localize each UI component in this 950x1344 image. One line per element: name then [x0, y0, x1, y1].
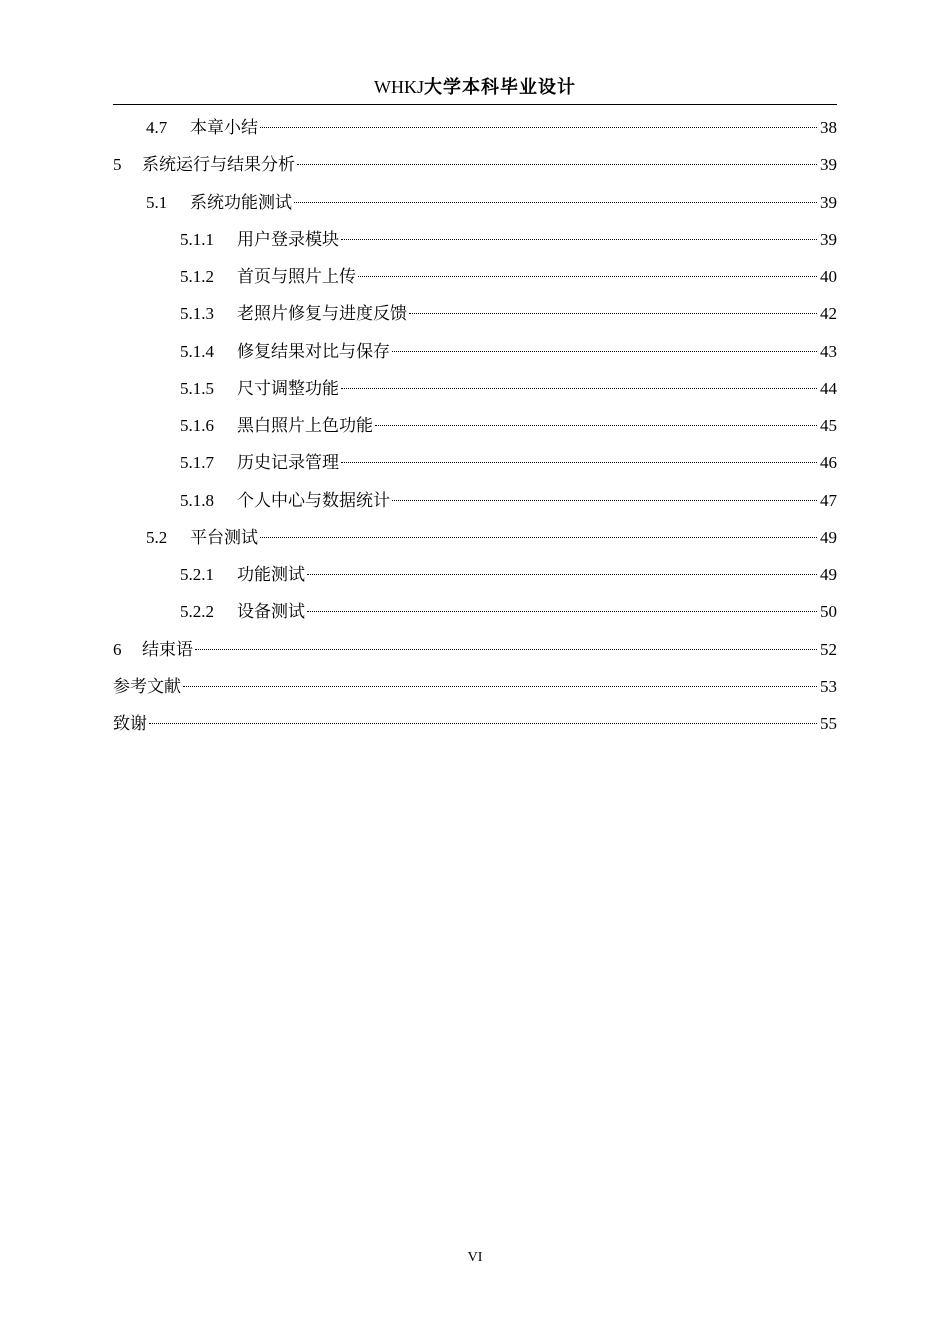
toc-dot-leader — [183, 686, 817, 687]
toc-entry-page: 45 — [820, 416, 837, 435]
toc-entry[interactable] — [113, 593, 837, 630]
toc-dot-leader — [358, 276, 817, 277]
toc-entry-page: 55 — [820, 714, 837, 733]
header-cjk-text: 大学本科毕业设计 — [424, 77, 576, 98]
toc-entry-page: 39 — [820, 192, 837, 212]
page-number: VI — [467, 1250, 483, 1265]
toc-entry-number: 5.1.2 — [180, 267, 214, 286]
toc-entry[interactable] — [113, 668, 837, 705]
toc-entry-title: 系统功能测试 — [190, 192, 292, 213]
toc-entry-title: 系统运行与结果分析 — [142, 155, 295, 176]
toc-entry-number: 5.2 — [146, 527, 168, 547]
toc-entry[interactable] — [113, 444, 837, 481]
toc-entry-title: 老照片修复与进度反馈 — [237, 304, 407, 325]
toc-entry-page: 42 — [820, 304, 837, 324]
toc-dot-leader — [307, 574, 817, 575]
toc-entry-number: 5 — [113, 155, 122, 175]
toc-dot-leader — [341, 388, 817, 389]
toc-dot-leader — [375, 425, 817, 426]
toc-entry-title: 历史记录管理 — [237, 453, 339, 474]
toc-entry[interactable] — [113, 109, 837, 146]
page-header — [0, 73, 950, 102]
toc-entry-number: 5.1.4 — [180, 341, 214, 361]
toc-entry-title: 修复结果对比与保存 — [237, 341, 390, 362]
toc-dot-leader — [307, 611, 817, 612]
toc-entry-number: 5.1.3 — [180, 304, 214, 324]
toc-entry-title: 功能测试 — [237, 565, 305, 585]
header-divider — [113, 104, 837, 105]
toc-dot-leader — [409, 313, 817, 314]
toc-dot-leader — [297, 164, 817, 165]
toc-entry-number: 5.2.1 — [180, 565, 214, 584]
toc-dot-leader — [195, 649, 817, 650]
toc-entry-page: 50 — [820, 602, 837, 622]
toc-entry[interactable] — [113, 705, 837, 742]
toc-entry[interactable] — [113, 519, 837, 556]
toc-entry-page: 53 — [820, 676, 837, 696]
toc-entry[interactable] — [113, 370, 837, 407]
toc-dot-leader — [341, 239, 817, 240]
toc-entry-title: 尺寸调整功能 — [237, 378, 339, 399]
toc-entry-title: 平台测试 — [190, 527, 258, 548]
toc-entry-page: 52 — [820, 639, 837, 659]
toc-entry[interactable] — [113, 482, 837, 519]
toc-entry-title: 黑白照片上色功能 — [237, 416, 373, 436]
toc-entry[interactable] — [113, 146, 837, 183]
toc-dot-leader — [260, 127, 817, 128]
toc-entry-number: 5.2.2 — [180, 602, 214, 622]
toc-entry[interactable] — [113, 407, 837, 444]
toc-entry-title: 本章小结 — [190, 118, 258, 138]
toc-entry-page: 39 — [820, 155, 837, 175]
toc-entry[interactable] — [113, 631, 837, 668]
toc-entry-number: 5.1.7 — [180, 453, 214, 473]
toc-entry-page: 49 — [820, 527, 837, 547]
toc-entry-number: 5.1.1 — [180, 229, 214, 249]
toc-entry-page: 39 — [820, 229, 837, 249]
header-latin-text: WHKJ — [374, 77, 424, 97]
toc-entry-page: 47 — [820, 490, 837, 510]
toc-dot-leader — [392, 500, 817, 501]
toc-entry-title: 首页与照片上传 — [237, 267, 356, 287]
toc-entry-page: 43 — [820, 341, 837, 361]
toc-entry-number: 6 — [113, 639, 122, 659]
toc-entry[interactable] — [113, 333, 837, 370]
toc-entry-title: 个人中心与数据统计 — [237, 490, 390, 511]
toc-entry-page: 40 — [820, 267, 837, 286]
toc-dot-leader — [260, 537, 817, 538]
toc-entry-page: 44 — [820, 378, 837, 398]
toc-dot-leader — [294, 202, 817, 203]
toc-entry[interactable] — [113, 258, 837, 295]
toc-entry[interactable] — [113, 221, 837, 258]
toc-entry-page: 49 — [820, 565, 837, 584]
toc-entry-title: 参考文献 — [113, 676, 181, 697]
toc-entry-title: 设备测试 — [237, 602, 305, 623]
toc-entry-number: 4.7 — [146, 118, 168, 137]
toc-entry-page: 38 — [820, 118, 837, 137]
toc-entry-number: 5.1.5 — [180, 378, 214, 398]
toc-entry-page: 46 — [820, 453, 837, 473]
toc-entry-title: 结束语 — [142, 639, 193, 660]
toc-dot-leader — [149, 723, 817, 724]
toc-entry-number: 5.1.6 — [180, 416, 214, 435]
table-of-contents — [113, 109, 837, 742]
toc-entry-title: 用户登录模块 — [237, 229, 339, 250]
toc-entry[interactable] — [113, 556, 837, 593]
toc-entry-number: 5.1.8 — [180, 490, 214, 510]
toc-dot-leader — [341, 462, 817, 463]
toc-entry[interactable] — [113, 184, 837, 221]
toc-entry[interactable] — [113, 295, 837, 332]
toc-dot-leader — [392, 351, 817, 352]
toc-entry-title: 致谢 — [113, 714, 147, 734]
toc-entry-number: 5.1 — [146, 192, 168, 212]
